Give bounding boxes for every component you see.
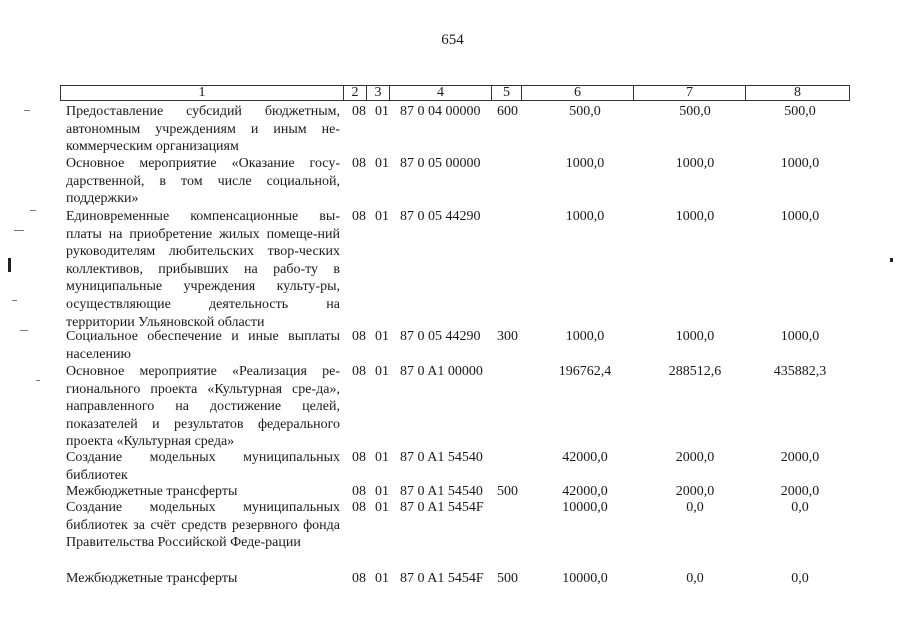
row-section: 08	[352, 329, 366, 344]
row-value-col7: 1000,0	[675, 156, 715, 171]
row-value-col7: 0,0	[686, 500, 704, 515]
row-subsection: 01	[375, 329, 389, 344]
row-value-col6: 1000,0	[565, 329, 605, 344]
header-col-2: 2	[344, 86, 367, 100]
row-value-col7: 2000,0	[675, 450, 715, 465]
row-name: Межбюджетные трансферты	[66, 484, 238, 499]
row-target-code: 87 0 A1 5454F	[400, 571, 484, 586]
row-value-col7: 0,0	[686, 571, 704, 586]
row-value-col8: 500,0	[784, 104, 816, 119]
row-section: 08	[352, 364, 366, 379]
page-number: 654	[441, 32, 464, 48]
row-name: Социальное обеспечение и иные выплаты населению	[66, 329, 340, 362]
row-value-col8: 2000,0	[780, 484, 820, 499]
row-target-code: 87 0 A1 54540	[400, 484, 483, 499]
row-subsection: 01	[375, 450, 389, 465]
row-section: 08	[352, 484, 366, 499]
header-col-7: 7	[634, 86, 746, 100]
row-section: 08	[352, 209, 366, 224]
row-name: Единовременные компенсационные вы-платы на приобретение жилых помеще-ний руководителям любительских твор-ческих коллективов, прибывших на рабо-ту в муниципальные учреждения культу-ры, осуществляющие деятельность на территории Ульяновской области	[66, 209, 340, 330]
row-section: 08	[352, 500, 366, 515]
row-subsection: 01	[375, 484, 389, 499]
row-name: Создание модельных муниципальных библиотек за счёт средств резервного фонда Правительства Российской Феде-рации	[66, 500, 340, 551]
row-name: Межбюджетные трансферты	[66, 571, 238, 586]
header-col-8: 8	[794, 85, 801, 100]
row-expense-type: 300	[497, 329, 518, 344]
row-section: 08	[352, 571, 366, 586]
row-value-col8: 1000,0	[780, 209, 820, 224]
row-subsection: 01	[375, 104, 389, 119]
table-header	[60, 85, 850, 101]
row-value-col8: 1000,0	[780, 329, 820, 344]
row-value-col7: 1000,0	[675, 329, 715, 344]
row-value-col8: 1000,0	[780, 156, 820, 171]
row-value-col7: 2000,0	[675, 484, 715, 499]
header-col-6: 6	[522, 86, 634, 100]
row-section: 08	[352, 450, 366, 465]
row-section: 08	[352, 156, 366, 171]
row-value-col6: 1000,0	[565, 156, 605, 171]
row-expense-type: 500	[497, 571, 518, 586]
row-target-code: 87 0 05 00000	[400, 156, 481, 171]
row-value-col6: 1000,0	[565, 209, 605, 224]
row-subsection: 01	[375, 571, 389, 586]
row-target-code: 87 0 A1 5454F	[400, 500, 484, 515]
header-col-4: 4	[390, 86, 492, 100]
row-expense-type: 500	[497, 484, 518, 499]
row-value-col8: 0,0	[791, 571, 809, 586]
row-value-col7: 1000,0	[675, 209, 715, 224]
row-name: Предоставление субсидий бюджетным, автономным учреждениям и иным не-коммерческим организациям	[66, 104, 340, 155]
row-subsection: 01	[375, 364, 389, 379]
row-expense-type: 600	[497, 104, 518, 119]
row-target-code: 87 0 05 44290	[400, 209, 481, 224]
row-subsection: 01	[375, 156, 389, 171]
row-subsection: 01	[375, 209, 389, 224]
row-subsection: 01	[375, 500, 389, 515]
row-value-col6: 42000,0	[562, 450, 608, 465]
row-value-col8: 0,0	[791, 500, 809, 515]
row-name: Основное мероприятие «Оказание госу-дарственной, в том числе социальной, поддержки»	[66, 156, 340, 207]
row-value-col6: 10000,0	[562, 500, 608, 515]
row-value-col8: 2000,0	[780, 450, 820, 465]
row-target-code: 87 0 04 00000	[400, 104, 481, 119]
header-col-3: 3	[367, 86, 390, 100]
row-target-code: 87 0 A1 00000	[400, 364, 483, 379]
row-value-col6: 10000,0	[562, 571, 608, 586]
row-target-code: 87 0 A1 54540	[400, 450, 483, 465]
row-value-col7: 500,0	[679, 104, 711, 119]
header-col-5: 5	[492, 86, 522, 100]
row-name: Основное мероприятие «Реализация ре-гионального проекта «Культурная сре-да», направленного на достижение целей, показателей и результатов федерального проекта «Культурная среда»	[66, 364, 340, 450]
header-col-1: 1	[61, 86, 344, 100]
row-value-col7: 288512,6	[668, 364, 722, 379]
row-section: 08	[352, 104, 366, 119]
row-value-col8: 435882,3	[773, 364, 827, 379]
row-name: Создание модельных муниципальных библиотек	[66, 450, 340, 483]
row-target-code: 87 0 05 44290	[400, 329, 481, 344]
row-value-col6: 196762,4	[558, 364, 612, 379]
row-value-col6: 42000,0	[562, 484, 608, 499]
row-value-col6: 500,0	[569, 104, 601, 119]
